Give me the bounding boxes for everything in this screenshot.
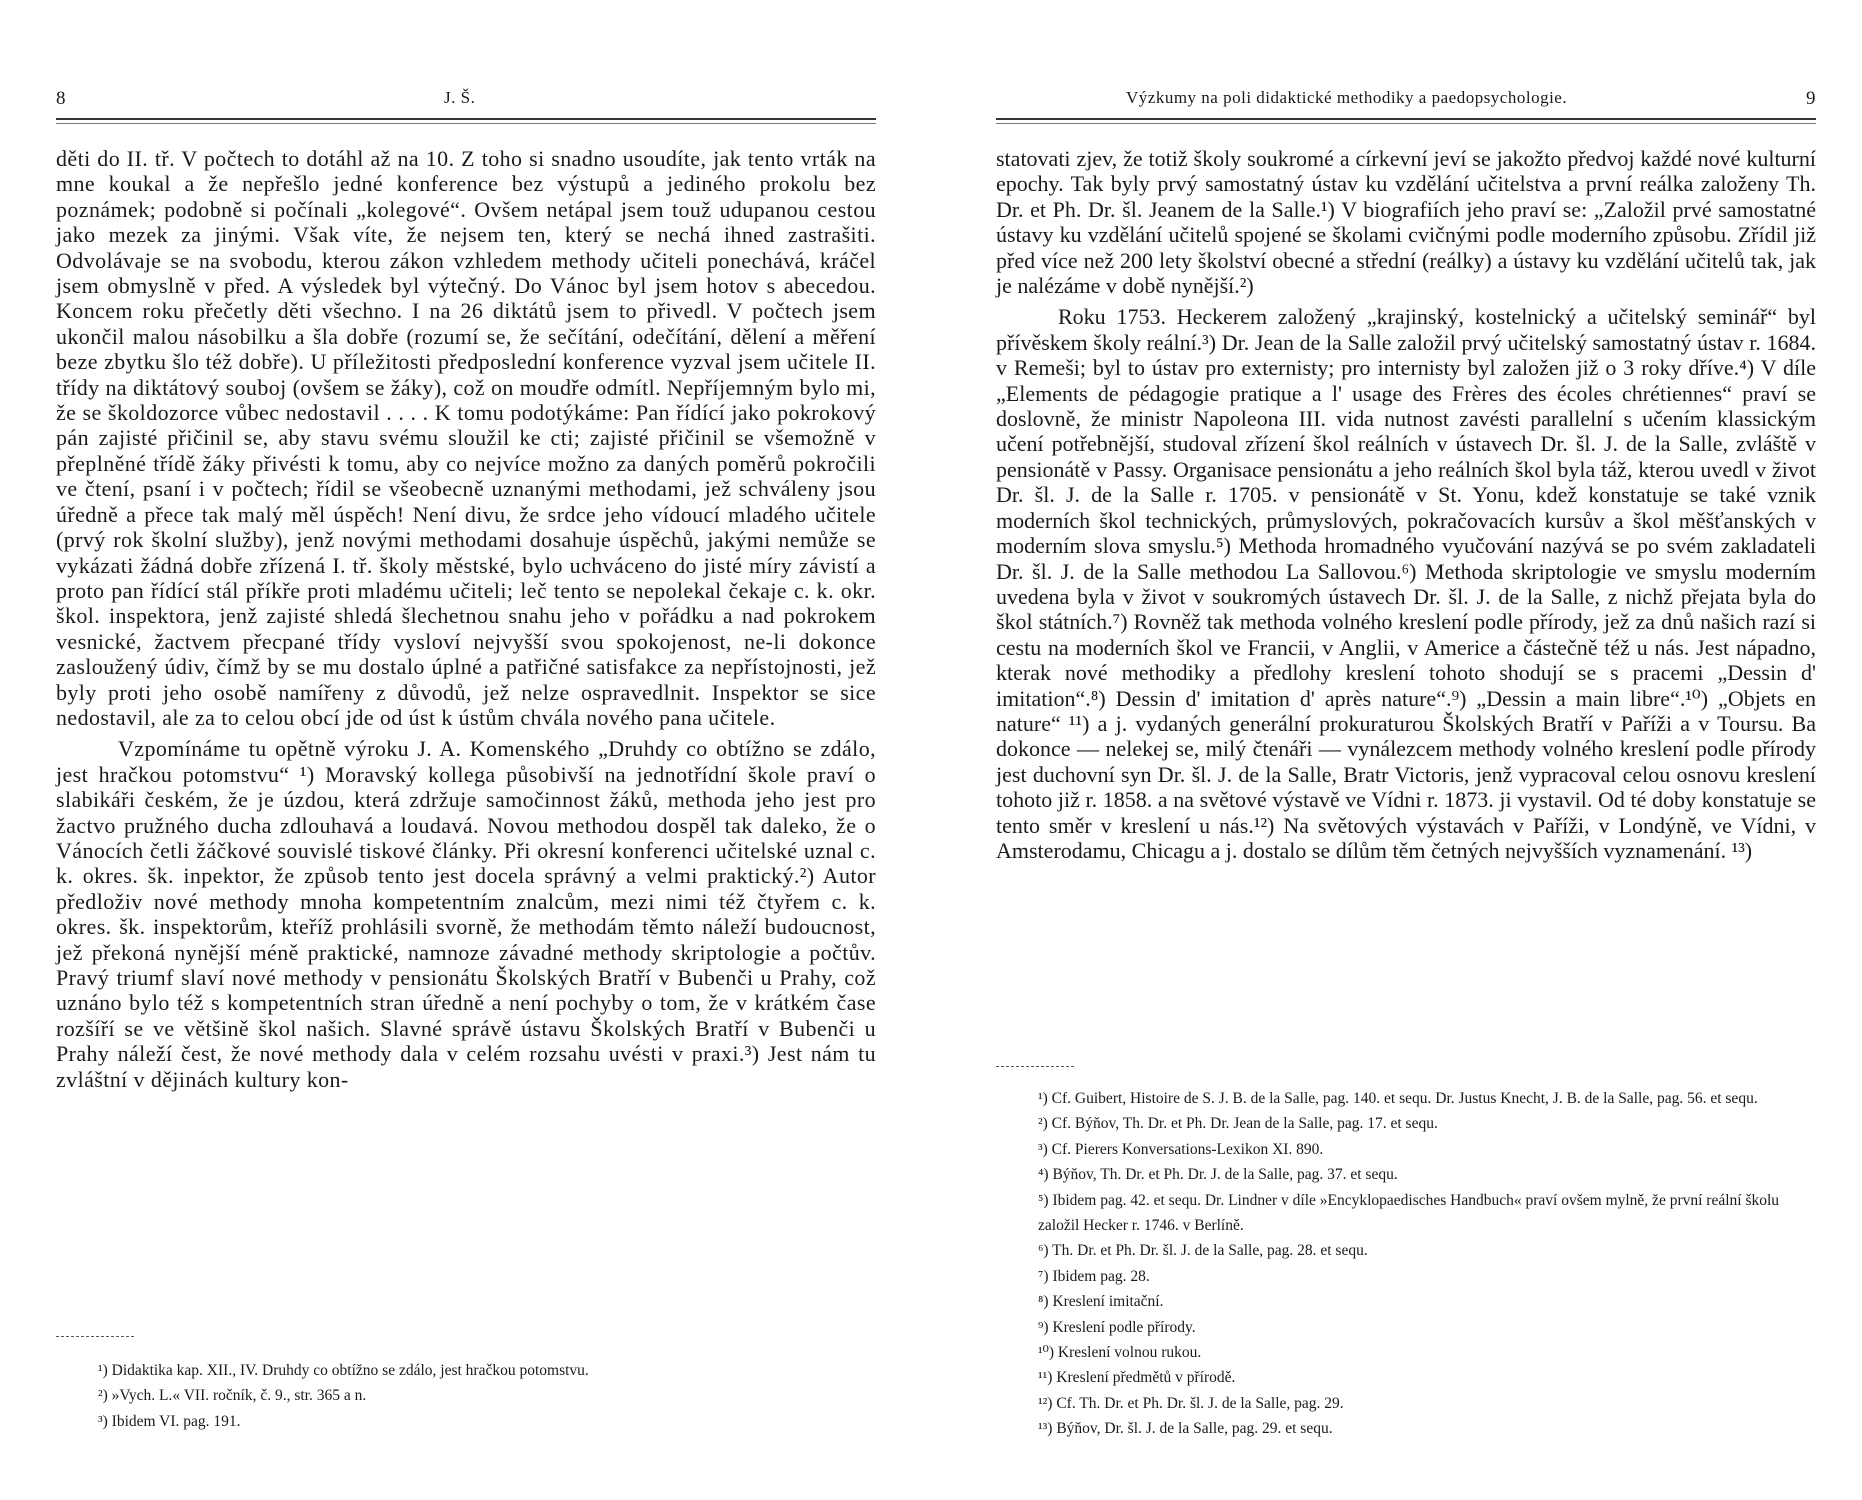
right-page	[996, 0, 1816, 1500]
running-head: Výzkumy na poli didaktické methodiky a paedopsychologie.	[1126, 88, 1568, 107]
footnote: ²) Cf. Býňov, Th. Dr. et Ph. Dr. Jean de la Salle, pag. 17. et sequ.	[1038, 1115, 1438, 1133]
paragraph: děti do II. tř. V počtech to dotáhl až na 10. Z toho si snadno usoudíte, jak tento vrták na mne koukal a že nepřešlo jedné konference bez výstupů a jediného prokolu bez poznámek; podobně si počínali „kolegové“. Ovšem netápal jsem touž udupanou cestou jako mezek za jinými. Však víte, že nejsem ten, který se nechá ihned zastrašiti. Odvolávaje se na svobodu, kterou zákon vzhledem methody učiteli ponechává, kráčel jsem obmyslně v před. A výsledek byl výtečný. Do Vánoc byl jsem hotov s abecedou. Koncem roku přečetly děti všechno. I na 26 diktátů jsem to přivedl. V počtech jsem ukončil malou násobilku a šla dobře (rozumí se, že sečítání, odečítání, dělení a měření beze zbytku šlo též dobře). U příležitosti předposlední konference vyzval jsem učitele II. třídy na diktátový souboj (ovšem se žáky), což on moudře odmítl. Nepříjemným bylo mi, že se školdozorce vůbec nedostavil . . . . K tomu podotýkáme: Pan řídící jako pokrokový pán zajisté přičinil se, aby stavu svému sloužil ke cti; zajisté přičinil se všemožně v přeplněné třídě žáky přivésti k tomu, aby co nejvíce možno za daných poměrů pokročili ve čtení, psaní i v počtech; řídil se všeobecně uznanými methodami, jež schváleny jsou úředně a přece tak malý měl úspěch! Není divu, že srdce jeho vídoucí mladého učitele (prvý rok školní služby), jenž novými methodami dosahuje úspěchů, jakými nemůže se vykázati žádná dobře zřízená I. tř. školy městské, bylo uchváceno do jisté míry závistí a proto pan řídící stál příkře proti mladému učiteli; leč tento se nepolekal čekaje c. k. okr. škol. inspektora, jenž zajisté shledá šlechetnou snahu jeho v pořádku a nad pokrokem vesnické, žactvem přecpané třídy vysloví nejvyšší svou spokojenost, ne-li dokonce zasloužený údiv, čímž by se mu dostalo úplné a patřičné satisfakce za nepřístojnosti, jež byly proti jeho osobě namířeny z důvodů, jež nelze ospravedlnit. Inspektor se sice nedostavil, ale za to celou obcí jde od úst k ústům chvála nového pana učitele.	[56, 146, 876, 730]
footnote: ¹¹) Kreslení předmětů v přírodě.	[1038, 1369, 1236, 1387]
footnote: ¹) Didaktika kap. XII., IV. Druhdy co obtížno se zdálo, jest hračkou potomstvu.	[98, 1362, 589, 1379]
footnote: ⁸) Kreslení imitační.	[1038, 1293, 1164, 1311]
page-header	[996, 88, 1816, 114]
paragraph: Vzpomínáme tu opětně výroku J. A. Komenského „Druhdy co obtížno se zdálo, jest hračkou potomstvu“ ¹) Moravský kollega působivší na jednotřídní škole praví o slabikáři českém, že je úzdou, která zdržuje samočinnost žáků, methoda jeho jest pro žactvo pružného ducha zdlouhavá a loudavá. Novou methodou dospěl tak daleko, že o Vánocích četli žáčkové souvislé tiskové články. Při okresní konferenci učitelské uznal c. k. okres. šk. inpektor, že způsob tento jest docela správný a velmi praktický.²) Autor předloživ nové methody mnoha kompetentním znalcům, mezi nimi též čtyřem c. k. okres. šk. inspektorům, kteříž prohlásili svorně, že methodám těmto náleží budoucnost, jež překoná nynější méně praktické, namnoze závadné methody skriptologie a počtův. Pravý triumf slaví nové methody v pensionátu Školských Bratří v Bubenči u Prahy, což uznáno bylo též s kompetentních stran úředně a není pochyby o tom, že v krátkém čase rozšíří se ve většině škol našich. Slavné správě ústavu Školských Bratří v Bubenči u Prahy náleží čest, že nové methody dala v celém rozsahu uvésti v praxi.³) Jest nám tu zvláštní v dějinách kultury kon-	[56, 736, 876, 1092]
page-number: 9	[1806, 88, 1816, 109]
footnote-separator	[56, 1336, 134, 1337]
page-number: 8	[56, 88, 66, 109]
footnote: ⁶) Th. Dr. et Ph. Dr. šl. J. de la Salle, pag. 28. et sequ.	[1038, 1242, 1368, 1260]
body-text	[996, 146, 1816, 863]
header-rule	[996, 118, 1816, 120]
left-page	[56, 0, 876, 1500]
header-rule-thin	[56, 123, 876, 124]
footnote-separator	[996, 1066, 1074, 1067]
footnote: ³) Cf. Pierers Konversations-Lexikon XI. 890.	[1038, 1140, 1324, 1158]
footnote: ¹²) Cf. Th. Dr. et Ph. Dr. šl. J. de la Salle, pag. 29.	[1038, 1394, 1344, 1412]
footnote: ⁵) Ibidem pag. 42. et sequ. Dr. Lindner v díle »Encyklopaedisches Handbuch« praví ovšem mylně, že první reální školu založil Hecker r. 1746. v Berlíně.	[1038, 1191, 1780, 1235]
footnote: ⁴) Býňov, Th. Dr. et Ph. Dr. J. de la Salle, pag. 37. et sequ.	[1038, 1166, 1398, 1184]
footnote: ³) Ibidem VI. pag. 191.	[98, 1412, 241, 1430]
header-rule	[56, 118, 876, 120]
footnote: ¹³) Býňov, Dr. šl. J. de la Salle, pag. 29. et sequ.	[1038, 1420, 1333, 1438]
footnotes	[56, 1358, 876, 1434]
running-head: J. Š.	[444, 88, 476, 107]
footnote: ⁷) Ibidem pag. 28.	[1038, 1267, 1150, 1285]
header-rule-thin	[996, 123, 1816, 124]
footnote: ⁹) Kreslení podle přírody.	[1038, 1318, 1196, 1336]
footnote: ¹⁰) Kreslení volnou rukou.	[1038, 1344, 1202, 1362]
footnotes	[996, 1086, 1816, 1442]
body-text	[56, 146, 876, 1092]
footnote: ¹) Cf. Guibert, Histoire de S. J. B. de la Salle, pag. 140. et sequ. Dr. Justus Knecht, J. B. de la Salle, pag. 56. et sequ.	[1038, 1090, 1758, 1107]
paragraph: Roku 1753. Heckerem založený „krajinský, kostelnický a učitelský seminář“ byl přívěskem školy reální.³) Dr. Jean de la Salle založil prvý učitelský samostatný ústav r. 1684. v Remeši; byl to ústav pro externisty; pro internisty byl založen již o 3 roky dříve.⁴) V díle „Elements de pédagogie pratique a l' usage des Frères des écoles chrétiennes“ praví se doslovně, že ministr Napoleona III. vida nutnost zavésti parallelní s učením klassickým učení potřebnější, studoval zřízení škol reálních v ústavech Dr. šl. J. de la Salle, zvláště v pensionátě v Passy. Organisace pensionátu a jeho reálních škol byla táž, kterou uvedl v život Dr. šl. J. de la Salle r. 1705. v pensionátě v St. Yonu, kdež konstatuje se také vznik moderních škol technických, průmyslových, pokračovacích kursův a škol měšťanských v moderním slova smyslu.⁵) Methoda hromadného vyučování nazývá se po svém zakladateli Dr. šl. J. de la Salle methodou La Sallovou.⁶) Methoda skriptologie ve smyslu moderním uvedena byla v život v soukromých ústavech Dr. šl. J. de la Salle, z nichž přejata byla do škol státních.⁷) Rovněž tak methoda volného kreslení podle přírody, jež za dnů našich razí si cestu na moderních škol ve Francii, v Anglii, v Americe a částečně též u nás. Jest nápadno, kterak nové methodiky a předlohy kreslení tohoto shodují se s pracemi „Dessin d' imitation“.⁸) Dessin d' imitation d' après nature“.⁹) „Dessin a main libre“.¹⁰) „Objets en nature“ ¹¹) a j. vydaných generální prokuraturou Školských Bratří v Paříži a v Toursu. Ba dokonce — nelekej se, milý čtenáři — vynálezcem methody volného kreslení podle přírody jest duchovní syn Dr. šl. J. de la Salle, Bratr Victoris, jenž vypracoval celou osnovu kreslení tohoto již r. 1858. a na světové výstavě ve Vídni r. 1873. ji vystavil. Od té doby konstatuje se tento směr v kreslení u nás.¹²) Na světových výstavách v Paříži, v Londýně, ve Vídni, v Amsterodamu, Chicagu a j. dostalo se dílům těm četných nejvyšších vyznamenání. ¹³)	[996, 304, 1816, 863]
paragraph: statovati zjev, že totiž školy soukromé a církevní jeví se jakožto předvoj každé nové kulturní epochy. Tak byly prvý samostatný ústav ku vzdělání učitelstva a první reálka založeny Th. Dr. et Ph. Dr. šl. Jeanem de la Salle.¹) V biografiích jeho praví se: „Založil prvé samostatné ústavy ku vzdělání učitelů spojené se školami cvičnými podle moderního způsobu. Zřídil již před více než 200 lety školství obecné a střední (reálky) a ústavy ku vzdělání učitelů tak, jak je nalézáme v době nynější.²)	[996, 146, 1816, 299]
footnote: ²) »Vych. L.« VII. ročník, č. 9., str. 365 a n.	[98, 1387, 367, 1405]
page-header	[56, 88, 876, 114]
